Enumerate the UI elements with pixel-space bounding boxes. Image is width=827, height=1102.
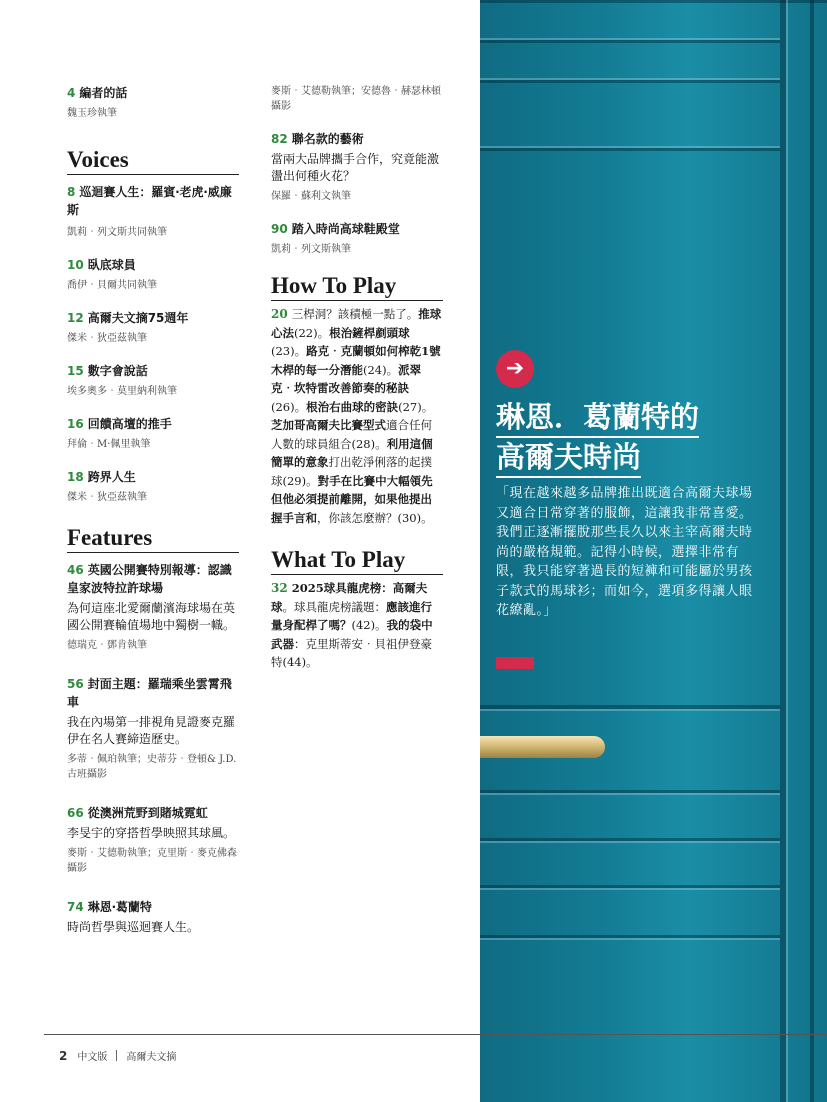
entry-title: 數字會說話 (87, 364, 148, 378)
byline: 德瑞克‧鄧肯執筆 (67, 640, 147, 651)
byline: 麥斯‧艾德勒執筆；克里斯‧麥克佛森攝影 (67, 848, 237, 874)
entry-text-bold: 對手在比賽中大幅領先但他必須提前離開，如果他提出握手言和 (271, 473, 433, 525)
entry-text: (24)。 (363, 362, 399, 377)
entry-text-bold: 應該進行量身配桿了嗎？ (271, 599, 432, 632)
byline: 凱莉‧列文斯共同執筆 (67, 227, 167, 238)
toc-entry-66[interactable] (67, 804, 239, 876)
page-number: 56 (67, 677, 84, 691)
entry-title: 跨界人生 (87, 470, 136, 484)
entry-text: ，你該怎麼辦？(30)。 (317, 510, 433, 525)
entry-text: 打出乾淨俐落的起撲球(29)。 (271, 455, 432, 488)
toc-entry-15[interactable] (67, 362, 239, 399)
page-number: 74 (67, 900, 84, 914)
arrow-right-icon[interactable]: ➔ (496, 350, 534, 388)
entry-text: (22)。 (294, 325, 330, 340)
entry-title: 臥底球員 (87, 258, 136, 272)
footer-rule (44, 1034, 827, 1035)
page-number: 10 (67, 258, 84, 272)
toc-entry-18[interactable] (67, 468, 239, 505)
section-heading-features: Features (67, 525, 239, 553)
entry-text: (23)。 (271, 344, 307, 358)
entry-text-bold: 根治右曲球的密訣 (306, 399, 399, 414)
page-number: 20 (271, 307, 288, 321)
entry-text-bold: 派翠克‧坎特雷改善節奏的秘訣 (271, 362, 422, 395)
folio-magazine: 高爾夫文摘 (126, 1052, 177, 1063)
toc-entry-90[interactable] (271, 220, 443, 257)
page-number: 32 (271, 581, 288, 595)
page-number: 16 (67, 417, 84, 431)
byline: 傑米‧狄亞茲執筆 (67, 333, 147, 344)
section-heading-what-to-play: What To Play (271, 547, 443, 575)
toc-column-middle (271, 84, 443, 672)
folio-edition: 中文版 (77, 1052, 108, 1063)
byline: 魏玉珍執筆 (67, 108, 117, 119)
page-number: 66 (67, 806, 84, 820)
feature-headline-line2: 高爾夫時尚 (496, 438, 641, 478)
toc-entry-12[interactable] (67, 309, 239, 346)
entry-text: (27)。 (398, 399, 434, 414)
entry-title: 聯名款的藝術 (291, 132, 364, 146)
entry-text-bold: 芝加哥高爾夫比賽型式 (271, 418, 386, 432)
entry-title: 編者的話 (79, 86, 128, 100)
toc-entry-8[interactable] (67, 183, 239, 240)
byline: 拜倫‧M‧佩里執筆 (67, 439, 151, 450)
page-number: 18 (67, 470, 84, 484)
entry-text-bold: 利用這個簡單的意象 (271, 436, 433, 469)
entry-title: 踏入時尚高球鞋殿堂 (291, 222, 400, 236)
byline: 多蒂‧佩珀執筆；史蒂芬‧登頓& J.D.古班攝影 (67, 754, 237, 780)
entry-text: 。球具龍虎榜議題： (282, 599, 386, 614)
page-number: 82 (271, 132, 288, 146)
entry-title: 英國公開賽特別報導：認識皇家波特拉許球場 (67, 563, 232, 595)
toc-column-left (67, 84, 239, 936)
entry-text-bold: 根治鏟桿剷頭球 (329, 325, 410, 340)
byline: 保羅‧蘇利文執筆 (271, 191, 351, 202)
toc-entry-74[interactable] (67, 898, 239, 936)
feature-headline (496, 398, 796, 478)
entry-description: 時尚哲學與巡迴賽人生。 (67, 920, 200, 934)
toc-entry-56[interactable] (67, 675, 239, 782)
byline: 傑米‧狄亞茲執筆 (67, 492, 147, 503)
toc-entry-46[interactable] (67, 561, 239, 653)
entry-text: ：克里斯蒂安‧貝祖伊登豪特(44)。 (271, 636, 432, 669)
entry-text-bold: 路克‧克蘭頓如何榨乾1號木桿的每一分潛能 (271, 344, 441, 377)
byline: 喬伊‧貝爾共同執筆 (67, 280, 157, 291)
toc-entry-20[interactable] (271, 305, 443, 527)
feature-headline-line1: 琳恩．葛蘭特的 (496, 398, 699, 438)
toc-entry-82[interactable] (271, 130, 443, 204)
page-number: 46 (67, 563, 84, 577)
byline: 凱莉‧列文斯執筆 (271, 244, 351, 255)
toc-entry-32[interactable] (271, 579, 443, 672)
entry-title: 高爾夫文摘75週年 (87, 311, 189, 325)
entry-description: 當兩大品牌攜手合作，究竟能激盪出何種火花？ (271, 152, 440, 183)
entry-title: 巡迴賽人生：羅賓‧老虎‧威廉斯 (67, 185, 232, 217)
entry-title: 封面主題：羅瑞乘坐雲霄飛車 (67, 677, 232, 709)
page-number: 12 (67, 311, 84, 325)
entry-description: 李旻宇的穿搭哲學映照其球風。 (67, 826, 236, 840)
entry-text-bold: 我的袋中武器 (271, 618, 433, 651)
page-number: 15 (67, 364, 84, 378)
folio-divider (116, 1050, 117, 1061)
folio-page-number: 2 (59, 1048, 68, 1063)
feature-quote: 「現在越來越多品牌推出既適合高爾夫球場又適合日常穿著的服飾，這讓我非常喜愛。我們正逐漸擺脫那些長久以來主宰高爾夫時尚的嚴格規範。記得小時候，選擇非常有限，我只能穿著過長的短褲和可能屬於男孩子款式的馬球衫；而如今，選項多得讓人眼花繚亂。」 (496, 486, 753, 618)
entry-text-bold: 推球心法 (271, 307, 442, 340)
entry-title: 琳恩‧葛蘭特 (87, 900, 152, 914)
page-number: 8 (67, 185, 76, 199)
page-number: 4 (67, 86, 76, 100)
entry-description: 為何這座北愛爾蘭濱海球場在英國公開賽輪值場地中獨樹一幟。 (67, 601, 236, 632)
entry-text: 三桿洞？該積極一點了。 (291, 307, 419, 321)
section-heading-voices: Voices (67, 147, 239, 175)
toc-entry-16[interactable] (67, 415, 239, 452)
accent-bar (496, 657, 534, 669)
entry-description: 我在內場第一排視角見證麥克羅伊在名人賽締造歷史。 (67, 715, 236, 746)
toc-entry-4[interactable] (67, 84, 239, 121)
page-number: 90 (271, 222, 288, 236)
entry-text: 適合任何人數的球員組合(28)。 (271, 418, 432, 451)
toc-entry-10[interactable] (67, 256, 239, 293)
entry-text-bold: 2025球具龍虎榜：高爾夫球 (271, 581, 428, 614)
byline: 埃多奧多‧莫里納利執筆 (67, 386, 177, 397)
section-heading-how-to-play: How To Play (271, 273, 443, 301)
entry-text: (26)。 (271, 399, 307, 414)
entry-title: 從澳洲荒野到賭城霓虹 (87, 806, 208, 820)
locker-handle (480, 736, 605, 758)
byline-continued: 麥斯‧艾德勒執筆；安德魯‧赫瑟林頓攝影 (271, 86, 441, 112)
page-footer (59, 1048, 176, 1063)
entry-title: 回饋高壇的推手 (87, 417, 172, 431)
entry-text: (42)。 (351, 618, 387, 632)
